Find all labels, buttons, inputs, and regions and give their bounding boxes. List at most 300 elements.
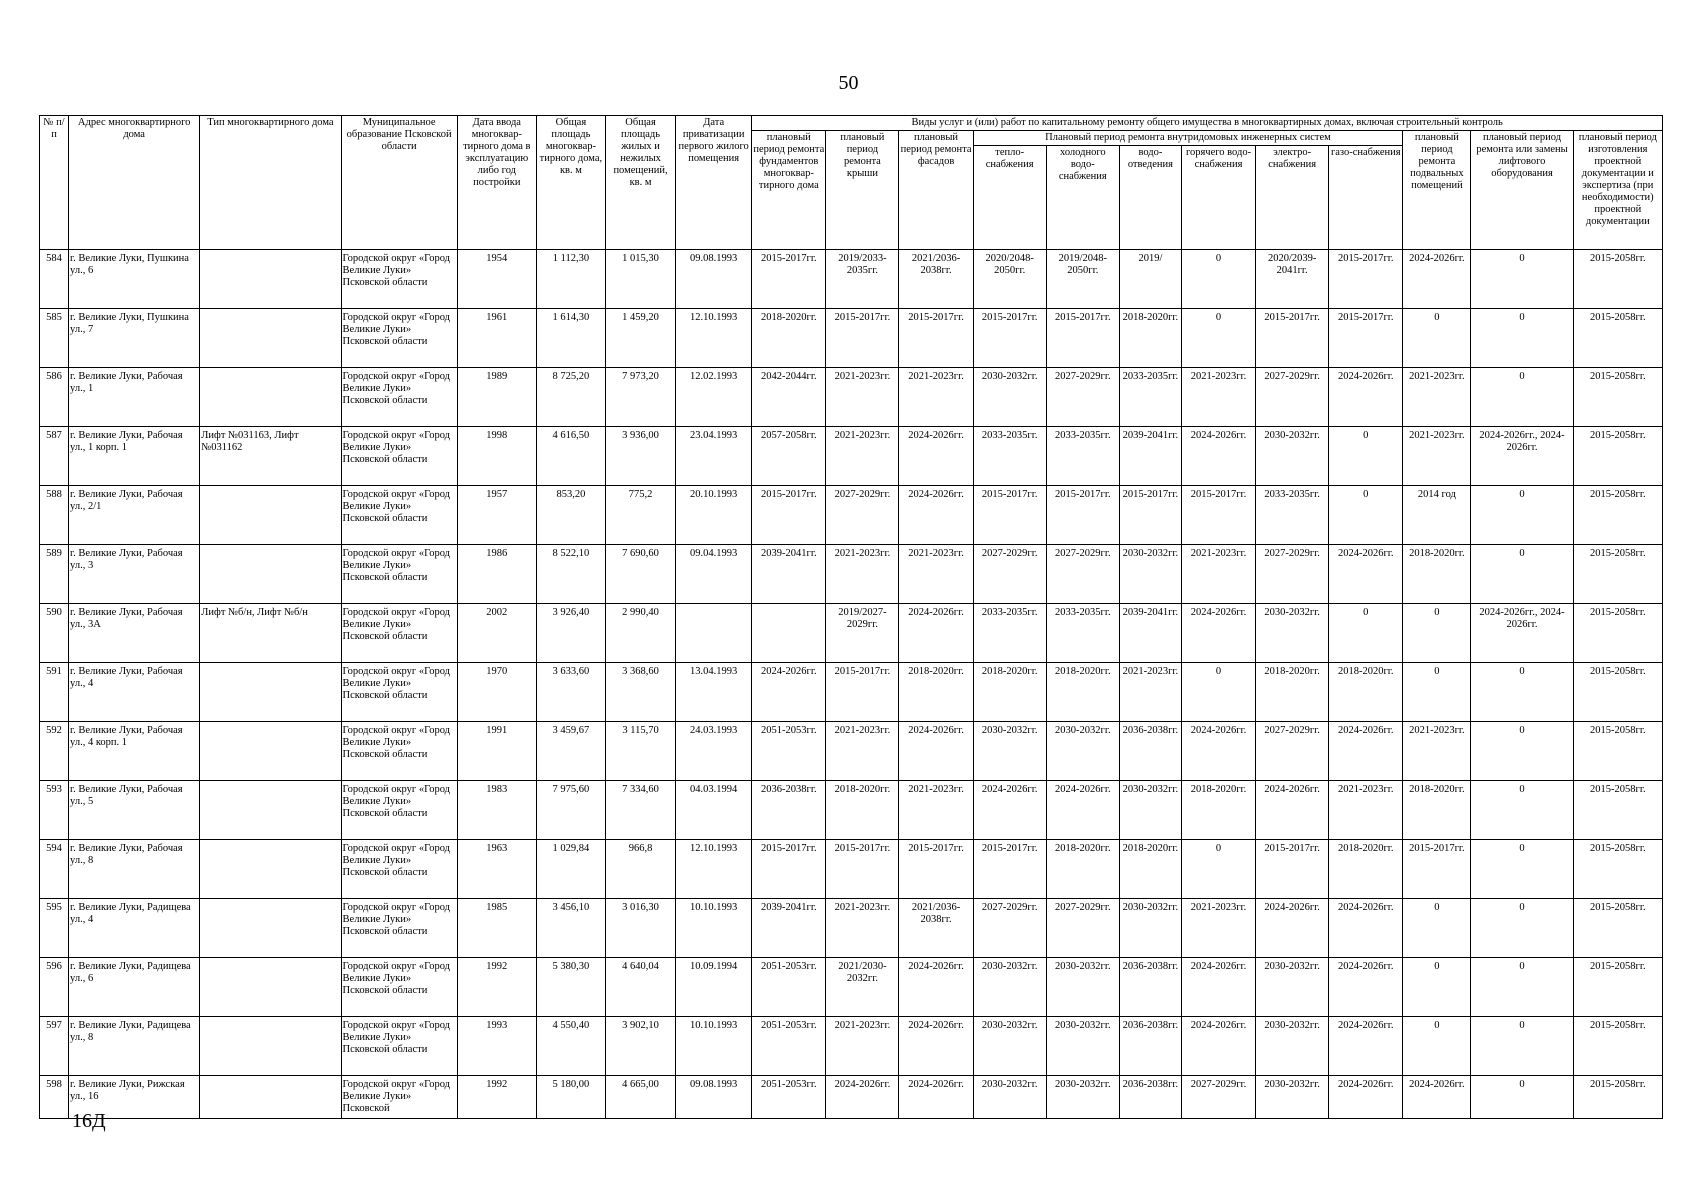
cell-basement: 2024-2026гг. — [1403, 1076, 1471, 1119]
cell-gas: 2024-2026гг. — [1329, 899, 1403, 958]
cell-elevator: 0 — [1471, 722, 1573, 781]
cell-privatization — [676, 604, 752, 663]
cell-design: 2015-2058гг. — [1573, 840, 1662, 899]
table-row — [40, 250, 1663, 309]
cell-privatization: 23.04.1993 — [676, 427, 752, 486]
cell-address: г. Великие Луки, Пушкина ул., 7 — [69, 309, 200, 368]
cell-electricity: 2024-2026гг. — [1256, 899, 1329, 958]
cell-cold-water: 2030-2032гг. — [1046, 1017, 1119, 1076]
cell-drainage: 2019/ — [1119, 250, 1181, 309]
cell-foundation: 2051-2053гг. — [752, 1017, 826, 1076]
table-row — [40, 958, 1663, 1017]
cell-gas: 2018-2020гг. — [1329, 663, 1403, 722]
header-drainage: водо-отведения — [1119, 146, 1181, 250]
cell-year: 1961 — [457, 309, 536, 368]
cell-gas: 2024-2026гг. — [1329, 545, 1403, 604]
cell-foundation: 2039-2041гг. — [752, 545, 826, 604]
cell-num: 596 — [40, 958, 69, 1017]
cell-heating: 2030-2032гг. — [973, 958, 1046, 1017]
cell-num: 585 — [40, 309, 69, 368]
table-row — [40, 663, 1663, 722]
cell-municipality: Городской округ «Город Великие Луки» Псковской области — [341, 486, 457, 545]
cell-heating: 2033-2035гг. — [973, 427, 1046, 486]
table-row — [40, 545, 1663, 604]
cell-roof: 2021/2030-2032гг. — [826, 958, 899, 1017]
cell-drainage: 2018-2020гг. — [1119, 309, 1181, 368]
cell-privatization: 20.10.1993 — [676, 486, 752, 545]
cell-foundation: 2036-2038гг. — [752, 781, 826, 840]
cell-year: 2002 — [457, 604, 536, 663]
cell-cold-water: 2027-2029гг. — [1046, 545, 1119, 604]
cell-living-area: 1 015,30 — [605, 250, 675, 309]
cell-hot-water: 2015-2017гг. — [1181, 486, 1255, 545]
cell-roof: 2021-2023гг. — [826, 368, 899, 427]
cell-electricity: 2015-2017гг. — [1256, 309, 1329, 368]
cell-elevator: 0 — [1471, 781, 1573, 840]
cell-total-area: 8 522,10 — [536, 545, 605, 604]
cell-basement: 2018-2020гг. — [1403, 545, 1471, 604]
cell-total-area: 7 975,60 — [536, 781, 605, 840]
cell-num: 593 — [40, 781, 69, 840]
cell-cold-water: 2024-2026гг. — [1046, 781, 1119, 840]
cell-design: 2015-2058гг. — [1573, 781, 1662, 840]
cell-municipality: Городской округ «Город Великие Луки» Псковской области — [341, 427, 457, 486]
cell-type — [200, 663, 341, 722]
header-hot-water: горячего водо-снабжения — [1181, 146, 1255, 250]
cell-heating: 2027-2029гг. — [973, 899, 1046, 958]
cell-electricity: 2027-2029гг. — [1256, 368, 1329, 427]
cell-type: Лифт №031163, Лифт №031162 — [200, 427, 341, 486]
cell-basement: 0 — [1403, 1017, 1471, 1076]
cell-facade: 2024-2026гг. — [899, 604, 973, 663]
header-municipality: Муниципальное образование Псковской области — [341, 116, 457, 250]
cell-cold-water: 2030-2032гг. — [1046, 1076, 1119, 1119]
cell-total-area: 3 459,67 — [536, 722, 605, 781]
cell-type — [200, 958, 341, 1017]
cell-privatization: 10.09.1994 — [676, 958, 752, 1017]
cell-type — [200, 368, 341, 427]
cell-type — [200, 722, 341, 781]
cell-heating: 2018-2020гг. — [973, 663, 1046, 722]
cell-cold-water: 2015-2017гг. — [1046, 309, 1119, 368]
table-body — [40, 250, 1663, 1119]
header-type: Тип многоквартирного дома — [200, 116, 341, 250]
cell-drainage: 2021-2023гг. — [1119, 663, 1181, 722]
table-row — [40, 486, 1663, 545]
cell-living-area: 1 459,20 — [605, 309, 675, 368]
cell-elevator: 0 — [1471, 899, 1573, 958]
cell-facade: 2024-2026гг. — [899, 958, 973, 1017]
cell-hot-water: 2024-2026гг. — [1181, 958, 1255, 1017]
header-basement: плановый период ремонта подвальных помещений — [1403, 131, 1471, 250]
cell-roof: 2021-2023гг. — [826, 545, 899, 604]
cell-year: 1954 — [457, 250, 536, 309]
cell-address: г. Великие Луки, Рабочая ул., 1 — [69, 368, 200, 427]
cell-basement: 0 — [1403, 958, 1471, 1017]
table-row — [40, 722, 1663, 781]
cell-heating: 2020/2048-2050гг. — [973, 250, 1046, 309]
cell-address: г. Великие Луки, Рабочая ул., 4 — [69, 663, 200, 722]
cell-electricity: 2015-2017гг. — [1256, 840, 1329, 899]
cell-privatization: 12.10.1993 — [676, 840, 752, 899]
cell-living-area: 966,8 — [605, 840, 675, 899]
cell-municipality: Городской округ «Город Великие Луки» Псковской области — [341, 663, 457, 722]
cell-address: г. Великие Луки, Радищева ул., 6 — [69, 958, 200, 1017]
cell-drainage: 2030-2032гг. — [1119, 781, 1181, 840]
cell-roof: 2015-2017гг. — [826, 309, 899, 368]
table-row — [40, 604, 1663, 663]
cell-gas: 0 — [1329, 486, 1403, 545]
cell-year: 1998 — [457, 427, 536, 486]
cell-heating: 2030-2032гг. — [973, 1076, 1046, 1119]
cell-drainage: 2036-2038гг. — [1119, 1017, 1181, 1076]
cell-year: 1993 — [457, 1017, 536, 1076]
cell-elevator: 0 — [1471, 1017, 1573, 1076]
cell-cold-water: 2018-2020гг. — [1046, 840, 1119, 899]
cell-elevator: 0 — [1471, 250, 1573, 309]
cell-total-area: 4 550,40 — [536, 1017, 605, 1076]
cell-hot-water: 2024-2026гг. — [1181, 722, 1255, 781]
cell-heating: 2015-2017гг. — [973, 486, 1046, 545]
cell-drainage: 2036-2038гг. — [1119, 958, 1181, 1017]
cell-electricity: 2030-2032гг. — [1256, 427, 1329, 486]
table-row — [40, 1017, 1663, 1076]
cell-living-area: 3 368,60 — [605, 663, 675, 722]
cell-electricity: 2018-2020гг. — [1256, 663, 1329, 722]
cell-basement: 2014 год — [1403, 486, 1471, 545]
cell-elevator: 0 — [1471, 1076, 1573, 1119]
cell-num: 594 — [40, 840, 69, 899]
cell-facade: 2021/2036-2038гг. — [899, 899, 973, 958]
cell-facade: 2024-2026гг. — [899, 722, 973, 781]
header-address: Адрес многоквартирного дома — [69, 116, 200, 250]
cell-type — [200, 781, 341, 840]
cell-facade: 2015-2017гг. — [899, 840, 973, 899]
cell-elevator: 0 — [1471, 486, 1573, 545]
cell-elevator: 0 — [1471, 368, 1573, 427]
cell-year: 1986 — [457, 545, 536, 604]
cell-heating: 2024-2026гг. — [973, 781, 1046, 840]
cell-privatization: 13.04.1993 — [676, 663, 752, 722]
cell-facade: 2024-2026гг. — [899, 486, 973, 545]
cell-total-area: 853,20 — [536, 486, 605, 545]
header-total-area: Общая площадь многоквар-тирного дома, кв. м — [536, 116, 605, 250]
cell-design: 2015-2058гг. — [1573, 722, 1662, 781]
cell-cold-water: 2027-2029гг. — [1046, 899, 1119, 958]
cell-living-area: 3 115,70 — [605, 722, 675, 781]
cell-cold-water: 2027-2029гг. — [1046, 368, 1119, 427]
cell-design: 2015-2058гг. — [1573, 486, 1662, 545]
cell-gas: 2024-2026гг. — [1329, 1076, 1403, 1119]
cell-heating: 2033-2035гг. — [973, 604, 1046, 663]
cell-hot-water: 2024-2026гг. — [1181, 427, 1255, 486]
cell-basement: 2021-2023гг. — [1403, 368, 1471, 427]
cell-roof: 2021-2023гг. — [826, 722, 899, 781]
header-cold-water: холодного водо-снабжения — [1046, 146, 1119, 250]
cell-electricity: 2030-2032гг. — [1256, 1076, 1329, 1119]
cell-living-area: 4 640,04 — [605, 958, 675, 1017]
cell-basement: 0 — [1403, 604, 1471, 663]
cell-municipality: Городской округ «Город Великие Луки» Псковской области — [341, 368, 457, 427]
cell-basement: 2018-2020гг. — [1403, 781, 1471, 840]
cell-drainage: 2030-2032гг. — [1119, 899, 1181, 958]
cell-num: 590 — [40, 604, 69, 663]
cell-cold-water: 2018-2020гг. — [1046, 663, 1119, 722]
cell-cold-water: 2030-2032гг. — [1046, 958, 1119, 1017]
cell-municipality: Городской округ «Город Великие Луки» Псковской области — [341, 958, 457, 1017]
cell-address: г. Великие Луки, Рабочая ул., 5 — [69, 781, 200, 840]
cell-basement: 0 — [1403, 899, 1471, 958]
cell-hot-water: 2024-2026гг. — [1181, 1017, 1255, 1076]
cell-roof: 2019/2027-2029гг. — [826, 604, 899, 663]
table-row — [40, 840, 1663, 899]
cell-basement: 2024-2026гг. — [1403, 250, 1471, 309]
cell-design: 2015-2058гг. — [1573, 250, 1662, 309]
cell-num: 588 — [40, 486, 69, 545]
cell-hot-water: 2021-2023гг. — [1181, 545, 1255, 604]
cell-facade: 2024-2026гг. — [899, 1076, 973, 1119]
cell-foundation: 2039-2041гг. — [752, 899, 826, 958]
cell-living-area: 775,2 — [605, 486, 675, 545]
capital-repair-table — [39, 115, 1663, 1119]
header-privatization: Дата приватизации первого жилого помещения — [676, 116, 752, 250]
cell-address: г. Великие Луки, Рабочая ул., 8 — [69, 840, 200, 899]
cell-gas: 2018-2020гг. — [1329, 840, 1403, 899]
cell-address: г. Великие Луки, Радищева ул., 4 — [69, 899, 200, 958]
cell-elevator: 0 — [1471, 663, 1573, 722]
cell-drainage: 2033-2035гг. — [1119, 368, 1181, 427]
cell-design: 2015-2058гг. — [1573, 1076, 1662, 1119]
cell-elevator: 0 — [1471, 309, 1573, 368]
cell-roof: 2021-2023гг. — [826, 1017, 899, 1076]
cell-privatization: 10.10.1993 — [676, 899, 752, 958]
cell-hot-water: 0 — [1181, 309, 1255, 368]
cell-hot-water: 0 — [1181, 840, 1255, 899]
cell-gas: 2024-2026гг. — [1329, 368, 1403, 427]
header-engineering-title: Плановый период ремонта внутридомовых инженерных систем — [973, 131, 1403, 146]
cell-facade: 2024-2026гг. — [899, 427, 973, 486]
header-design: плановый период изготовления проектной документации и экспертиза (при необходимости) проектной документации — [1573, 131, 1662, 250]
cell-drainage: 2039-2041гг. — [1119, 427, 1181, 486]
cell-cold-water: 2030-2032гг. — [1046, 722, 1119, 781]
cell-foundation: 2015-2017гг. — [752, 250, 826, 309]
cell-cold-water: 2015-2017гг. — [1046, 486, 1119, 545]
cell-privatization: 04.03.1994 — [676, 781, 752, 840]
cell-num: 586 — [40, 368, 69, 427]
cell-gas: 2015-2017гг. — [1329, 250, 1403, 309]
cell-elevator: 2024-2026гг., 2024-2026гг. — [1471, 427, 1573, 486]
cell-foundation: 2051-2053гг. — [752, 958, 826, 1017]
cell-privatization: 09.04.1993 — [676, 545, 752, 604]
cell-basement: 2015-2017гг. — [1403, 840, 1471, 899]
cell-gas: 2021-2023гг. — [1329, 781, 1403, 840]
cell-municipality: Городской округ «Город Великие Луки» Псковской — [341, 1076, 457, 1119]
cell-privatization: 12.02.1993 — [676, 368, 752, 427]
cell-address: г. Великие Луки, Рабочая ул., 3А — [69, 604, 200, 663]
header-date-commission: Дата ввода многоквар-тирного дома в эксплуатацию либо год постройки — [457, 116, 536, 250]
cell-cold-water: 2033-2035гг. — [1046, 604, 1119, 663]
cell-municipality: Городской округ «Город Великие Луки» Псковской области — [341, 840, 457, 899]
cell-municipality: Городской округ «Город Великие Луки» Псковской области — [341, 309, 457, 368]
cell-total-area: 4 616,50 — [536, 427, 605, 486]
cell-roof: 2021-2023гг. — [826, 899, 899, 958]
cell-total-area: 5 180,00 — [536, 1076, 605, 1119]
cell-living-area: 2 990,40 — [605, 604, 675, 663]
cell-type — [200, 545, 341, 604]
cell-facade: 2021/2036-2038гг. — [899, 250, 973, 309]
cell-foundation: 2015-2017гг. — [752, 840, 826, 899]
cell-gas: 2024-2026гг. — [1329, 958, 1403, 1017]
cell-total-area: 1 112,30 — [536, 250, 605, 309]
cell-roof: 2024-2026гг. — [826, 1076, 899, 1119]
cell-gas: 2024-2026гг. — [1329, 722, 1403, 781]
page-number: 50 — [838, 72, 859, 94]
cell-num: 597 — [40, 1017, 69, 1076]
cell-municipality: Городской округ «Город Великие Луки» Псковской области — [341, 604, 457, 663]
cell-num: 591 — [40, 663, 69, 722]
cell-hot-water: 2021-2023гг. — [1181, 368, 1255, 427]
cell-year: 1992 — [457, 958, 536, 1017]
header-roof: плановый период ремонта крыши — [826, 131, 899, 250]
cell-privatization: 24.03.1993 — [676, 722, 752, 781]
cell-gas: 2015-2017гг. — [1329, 309, 1403, 368]
cell-facade: 2018-2020гг. — [899, 663, 973, 722]
cell-foundation: 2057-2058гг. — [752, 427, 826, 486]
cell-facade: 2021-2023гг. — [899, 545, 973, 604]
cell-electricity: 2027-2029гг. — [1256, 545, 1329, 604]
cell-address: г. Великие Луки, Радищева ул., 8 — [69, 1017, 200, 1076]
cell-municipality: Городской округ «Город Великие Луки» Псковской области — [341, 722, 457, 781]
cell-electricity: 2024-2026гг. — [1256, 781, 1329, 840]
cell-municipality: Городской округ «Город Великие Луки» Псковской области — [341, 781, 457, 840]
cell-living-area: 3 936,00 — [605, 427, 675, 486]
cell-year: 1957 — [457, 486, 536, 545]
cell-hot-water: 2021-2023гг. — [1181, 899, 1255, 958]
header-electricity: электро-снабжения — [1256, 146, 1329, 250]
cell-roof: 2015-2017гг. — [826, 663, 899, 722]
cell-privatization: 12.10.1993 — [676, 309, 752, 368]
cell-electricity: 2020/2039-2041гг. — [1256, 250, 1329, 309]
cell-address: г. Великие Луки, Рижская ул., 16 — [69, 1076, 200, 1119]
cell-roof: 2018-2020гг. — [826, 781, 899, 840]
cell-basement: 0 — [1403, 309, 1471, 368]
cell-heating: 2015-2017гг. — [973, 309, 1046, 368]
cell-type — [200, 1017, 341, 1076]
cell-elevator: 0 — [1471, 840, 1573, 899]
cell-heating: 2027-2029гг. — [973, 545, 1046, 604]
cell-cold-water: 2019/2048-2050гг. — [1046, 250, 1119, 309]
cell-year: 1963 — [457, 840, 536, 899]
cell-total-area: 1 614,30 — [536, 309, 605, 368]
cell-electricity: 2033-2035гг. — [1256, 486, 1329, 545]
cell-drainage: 2015-2017гг. — [1119, 486, 1181, 545]
cell-foundation: 2051-2053гг. — [752, 722, 826, 781]
cell-total-area: 3 633,60 — [536, 663, 605, 722]
header-heating: тепло-снабжения — [973, 146, 1046, 250]
cell-heating: 2030-2032гг. — [973, 1017, 1046, 1076]
cell-elevator: 0 — [1471, 545, 1573, 604]
cell-foundation: 2024-2026гг. — [752, 663, 826, 722]
cell-total-area: 1 029,84 — [536, 840, 605, 899]
cell-type: Лифт №б/н, Лифт №б/н — [200, 604, 341, 663]
table-row — [40, 427, 1663, 486]
cell-design: 2015-2058гг. — [1573, 545, 1662, 604]
cell-living-area: 7 690,60 — [605, 545, 675, 604]
cell-basement: 2021-2023гг. — [1403, 722, 1471, 781]
cell-foundation — [752, 604, 826, 663]
cell-year: 1985 — [457, 899, 536, 958]
cell-type — [200, 1076, 341, 1119]
cell-year: 1992 — [457, 1076, 536, 1119]
cell-total-area: 3 456,10 — [536, 899, 605, 958]
header-living-area: Общая площадь жилых и нежилых помещений, кв. м — [605, 116, 675, 250]
cell-foundation: 2051-2053гг. — [752, 1076, 826, 1119]
cell-hot-water: 2027-2029гг. — [1181, 1076, 1255, 1119]
cell-hot-water: 2024-2026гг. — [1181, 604, 1255, 663]
cell-facade: 2024-2026гг. — [899, 1017, 973, 1076]
cell-living-area: 4 665,00 — [605, 1076, 675, 1119]
table-row — [40, 368, 1663, 427]
footer-code: 16Д — [72, 1110, 106, 1132]
cell-num: 584 — [40, 250, 69, 309]
cell-municipality: Городской округ «Город Великие Луки» Псковской области — [341, 1017, 457, 1076]
cell-heating: 2030-2032гг. — [973, 368, 1046, 427]
cell-living-area: 7 973,20 — [605, 368, 675, 427]
cell-electricity: 2030-2032гг. — [1256, 604, 1329, 663]
cell-electricity: 2030-2032гг. — [1256, 1017, 1329, 1076]
cell-year: 1989 — [457, 368, 536, 427]
cell-num: 592 — [40, 722, 69, 781]
cell-design: 2015-2058гг. — [1573, 663, 1662, 722]
cell-electricity: 2030-2032гг. — [1256, 958, 1329, 1017]
cell-municipality: Городской округ «Город Великие Луки» Псковской области — [341, 250, 457, 309]
cell-heating: 2030-2032гг. — [973, 722, 1046, 781]
cell-basement: 2021-2023гг. — [1403, 427, 1471, 486]
cell-drainage: 2036-2038гг. — [1119, 722, 1181, 781]
header-facade: плановый период ремонта фасадов — [899, 131, 973, 250]
cell-living-area: 3 016,30 — [605, 899, 675, 958]
cell-cold-water: 2033-2035гг. — [1046, 427, 1119, 486]
cell-living-area: 3 902,10 — [605, 1017, 675, 1076]
cell-roof: 2021-2023гг. — [826, 427, 899, 486]
cell-municipality: Городской округ «Город Великие Луки» Псковской области — [341, 545, 457, 604]
header-elevator: плановый период ремонта или замены лифтового оборудования — [1471, 131, 1573, 250]
cell-drainage: 2018-2020гг. — [1119, 840, 1181, 899]
cell-foundation: 2018-2020гг. — [752, 309, 826, 368]
cell-elevator: 2024-2026гг., 2024-2026гг. — [1471, 604, 1573, 663]
cell-design: 2015-2058гг. — [1573, 899, 1662, 958]
header-works-title: Виды услуг и (или) работ по капитальному ремонту общего имущества в многоквартирных домах, включая строительный контроль — [752, 116, 1663, 131]
table-row — [40, 781, 1663, 840]
cell-roof: 2027-2029гг. — [826, 486, 899, 545]
table-header — [40, 116, 1663, 250]
cell-address: г. Великие Луки, Пушкина ул., 6 — [69, 250, 200, 309]
cell-design: 2015-2058гг. — [1573, 958, 1662, 1017]
cell-hot-water: 2018-2020гг. — [1181, 781, 1255, 840]
cell-design: 2015-2058гг. — [1573, 427, 1662, 486]
cell-num: 589 — [40, 545, 69, 604]
cell-total-area: 8 725,20 — [536, 368, 605, 427]
cell-type — [200, 840, 341, 899]
cell-roof: 2019/2033-2035гг. — [826, 250, 899, 309]
cell-gas: 0 — [1329, 604, 1403, 663]
cell-type — [200, 486, 341, 545]
header-gas: газо-снабжения — [1329, 146, 1403, 250]
cell-total-area: 5 380,30 — [536, 958, 605, 1017]
header-foundation: плановый период ремонта фундаментов многоквар-тирного дома — [752, 131, 826, 250]
cell-living-area: 7 334,60 — [605, 781, 675, 840]
cell-address: г. Великие Луки, Рабочая ул., 2/1 — [69, 486, 200, 545]
